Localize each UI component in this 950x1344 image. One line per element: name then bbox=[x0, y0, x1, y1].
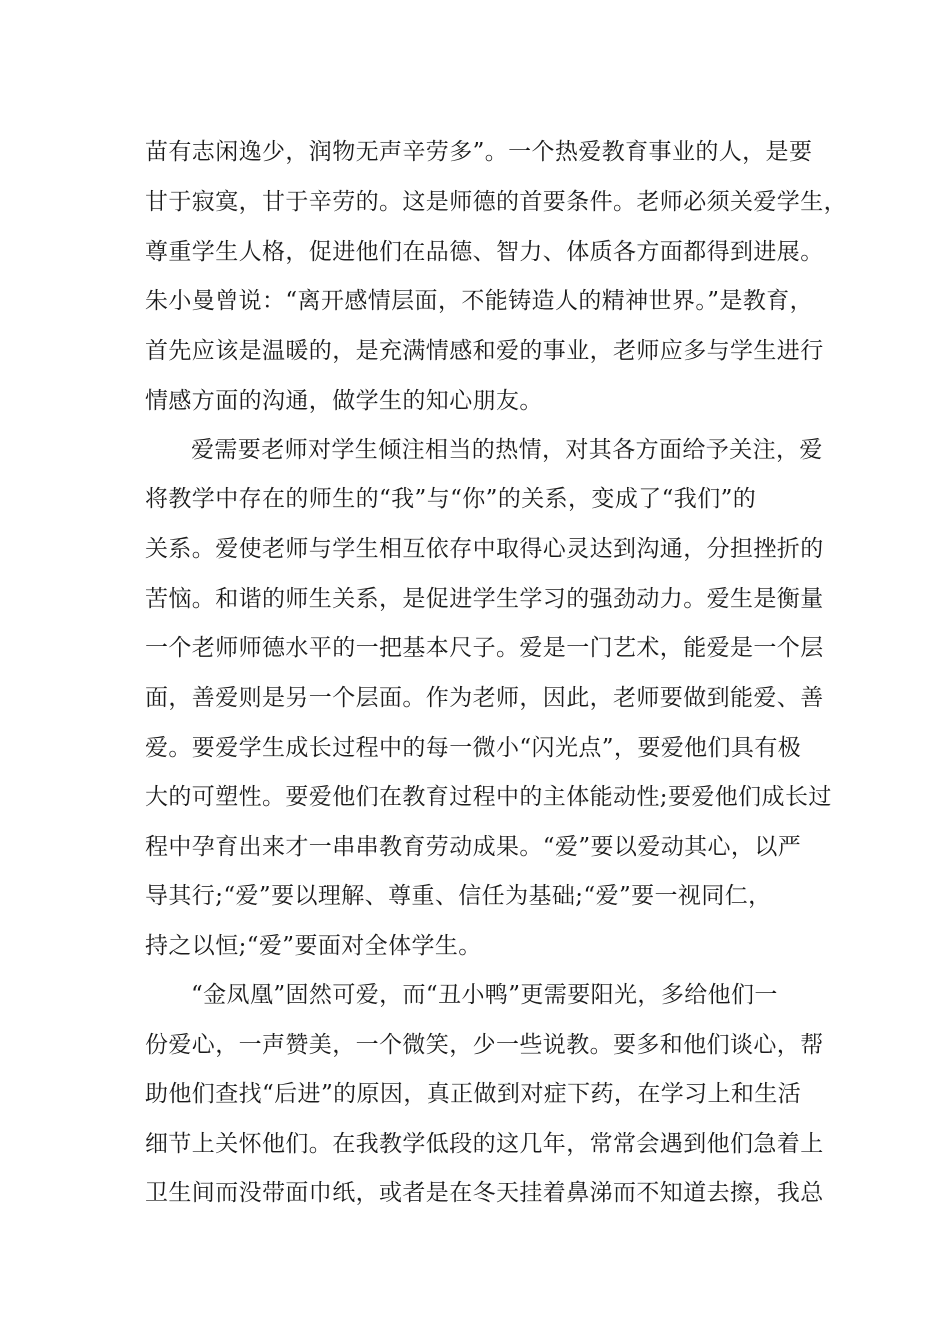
paragraph-2-line-2: 将教学中存在的师生的“我”与“你”的关系，变成了“我们”的 bbox=[145, 486, 757, 512]
paragraph-1-line-2: 甘于寂寞，甘于辛劳的。这是师德的首要条件。老师必须关爱学生， bbox=[145, 189, 847, 215]
paragraph-1-line-4: 朱小曼曾说：“离开感情层面，不能铸造人的精神世界。”是教育， bbox=[145, 288, 814, 314]
paragraph-2-line-6: 面，善爱则是另一个层面。作为老师，因此，老师要做到能爱、善 bbox=[145, 685, 824, 711]
paragraph-3-line-3: 助他们查找“后进”的原因，真正做到对症下药，在学习上和生活 bbox=[145, 1081, 802, 1107]
paragraph-2-line-7: 爱。要爱学生成长过程中的每一微小“闪光点”，要爱他们具有极 bbox=[145, 735, 802, 761]
paragraph-1-line-1: 苗有志闲逸少，润物无声辛劳多”。一个热爱教育事业的人，是要 bbox=[145, 139, 813, 165]
paragraph-2-line-4: 苦恼。和谐的师生关系，是促进学生学习的强劲动力。爱生是衡量 bbox=[145, 586, 824, 612]
paragraph-3-line-1: “金凤凰”固然可爱，而“丑小鸭”更需要阳光，多给他们一 bbox=[191, 982, 778, 1008]
paragraph-2-line-1: 爱需要老师对学生倾注相当的热情，对其各方面给予关注，爱 bbox=[191, 437, 823, 463]
paragraph-1-line-3: 尊重学生人格，促进他们在品德、智力、体质各方面都得到进展。 bbox=[145, 239, 824, 265]
paragraph-2-line-8: 大的可塑性。要爱他们在教育过程中的主体能动性;要爱他们成长过 bbox=[145, 784, 832, 810]
paragraph-1-line-6: 情感方面的沟通，做学生的知心朋友。 bbox=[145, 388, 543, 414]
paragraph-1-line-5: 首先应该是温暖的，是充满情感和爱的事业，老师应多与学生进行 bbox=[145, 338, 824, 364]
paragraph-2-line-3: 关系。爱使老师与学生相互依存中取得心灵达到沟通，分担挫折的 bbox=[145, 536, 824, 562]
paragraph-2-line-9: 程中孕育出来才一串串教育劳动成果。“爱”要以爱动其心，以严 bbox=[145, 834, 802, 860]
paragraph-2-line-10: 导其行;“爱”要以理解、尊重、信任为基础;“爱”要一视同仁， bbox=[145, 883, 772, 909]
paragraph-3-line-2: 份爱心，一声赞美，一个微笑，少一些说教。要多和他们谈心，帮 bbox=[145, 1032, 824, 1058]
paragraph-3-line-5: 卫生间而没带面巾纸，或者是在冬天挂着鼻涕而不知道去擦，我总 bbox=[145, 1180, 824, 1206]
paragraph-3-line-4: 细节上关怀他们。在我教学低段的这几年，常常会遇到他们急着上 bbox=[145, 1131, 824, 1157]
paragraph-2-line-5: 一个老师师德水平的一把基本尺子。爱是一门艺术，能爱是一个层 bbox=[145, 635, 824, 661]
paragraph-2-line-11: 持之以恒;“爱”要面对全体学生。 bbox=[145, 933, 482, 959]
